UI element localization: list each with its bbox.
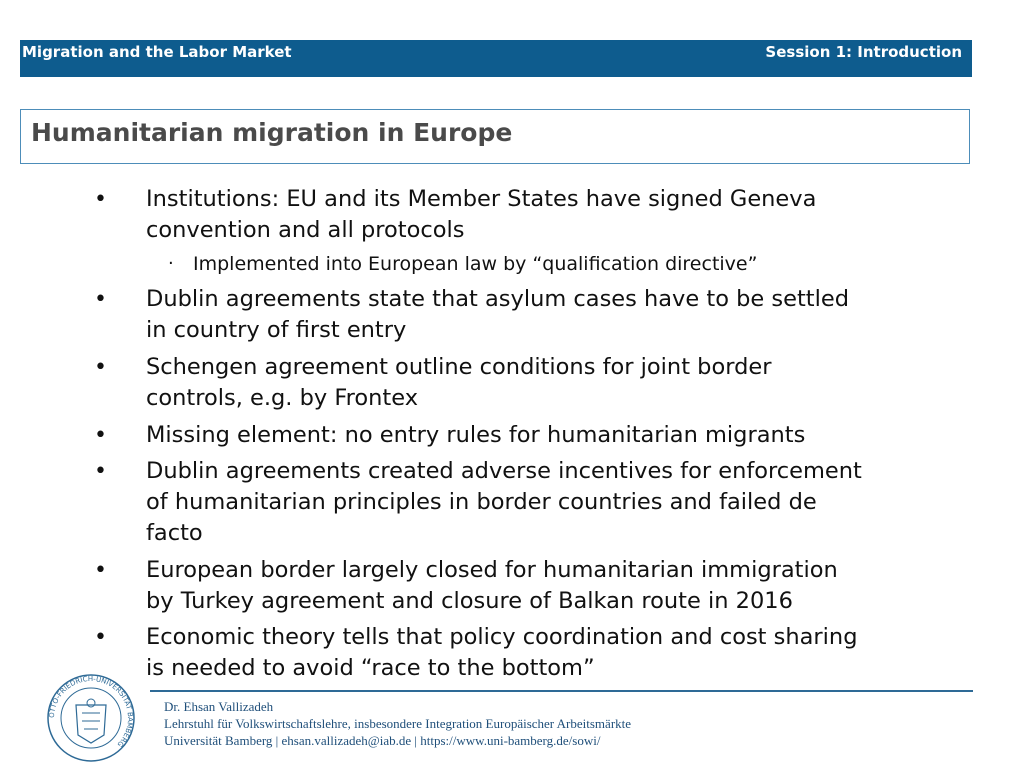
slide-title-box — [20, 109, 970, 164]
bullet-marker: • — [94, 187, 107, 212]
bullet-7-line-2: is needed to avoid “race to the bottom” — [146, 655, 595, 681]
bullet-2-line-2: in country of first entry — [146, 317, 407, 343]
bullet-5-line-2: of humanitarian principles in border countries and failed de — [146, 489, 817, 515]
course-title: Migration and the Labor Market — [22, 43, 292, 61]
bullet-7-line-1: Economic theory tells that policy coordination and cost sharing — [146, 624, 858, 650]
bullet-marker: • — [94, 355, 107, 380]
bullet-1-line-1: Institutions: EU and its Member States have signed Geneva — [146, 186, 817, 212]
bullet-4-line-1: Missing element: no entry rules for humanitarian migrants — [146, 422, 806, 448]
bullet-5-line-1: Dublin agreements created adverse incentives for enforcement — [146, 458, 862, 484]
bullet-marker: • — [94, 287, 107, 312]
sub-bullet-1: Implemented into European law by “qualification directive” — [193, 253, 758, 275]
bullet-marker: • — [94, 625, 107, 650]
slide-title: Humanitarian migration in Europe — [31, 118, 513, 147]
university-seal-logo — [46, 673, 136, 763]
bullet-1-line-2: convention and all protocols — [146, 217, 465, 243]
header-bar — [20, 40, 972, 77]
bullet-marker: • — [94, 459, 107, 484]
footer-contact: Universität Bamberg | ehsan.vallizadeh@iab.de | https://www.uni-bamberg.de/sowi/ — [164, 733, 601, 748]
footer-author: Dr. Ehsan Vallizadeh — [164, 699, 274, 714]
footer-divider — [150, 690, 973, 692]
bullet-marker: • — [94, 423, 107, 448]
bullet-5-line-3: facto — [146, 520, 203, 546]
sub-bullet-marker: · — [168, 253, 174, 274]
bullet-6-line-2: by Turkey agreement and closure of Balkan route in 2016 — [146, 588, 793, 614]
bullet-3-line-1: Schengen agreement outline conditions for joint border — [146, 354, 772, 380]
bullet-6-line-1: European border largely closed for humanitarian immigration — [146, 557, 838, 583]
session-title: Session 1: Introduction — [765, 43, 962, 61]
svg-text:OTTO-FRIEDRICH-UNIVERSITÄT BAM: OTTO-FRIEDRICH-UNIVERSITÄT BAMBERG — [47, 674, 135, 749]
bullet-3-line-2: controls, e.g. by Frontex — [146, 385, 419, 411]
bullet-marker: • — [94, 558, 107, 583]
footer-chair: Lehrstuhl für Volkswirtschaftslehre, insbesondere Integration Europäischer Arbeitsmärkte — [164, 716, 632, 731]
bullet-2-line-1: Dublin agreements state that asylum cases have to be settled — [146, 286, 849, 312]
